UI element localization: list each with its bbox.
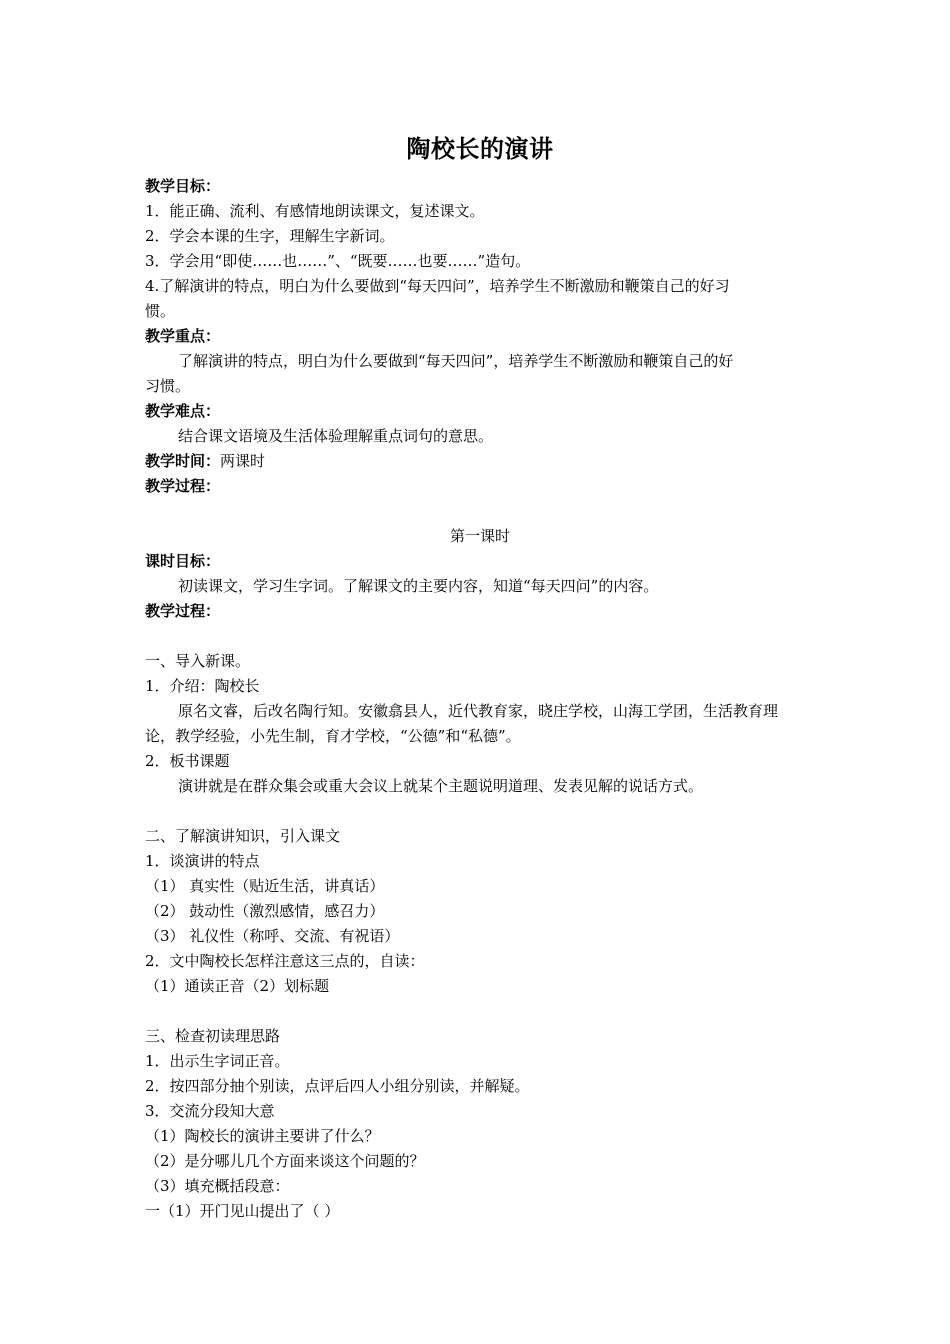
text-line: 2．文中陶校长怎样注意这三点的，自读： bbox=[145, 952, 425, 970]
heading-teaching-process: 教学过程： bbox=[145, 602, 221, 620]
text-line: 了解演讲的特点，明白为什么要做到“每天四问”，培养学生不断激励和鞭策自己的好 bbox=[178, 352, 734, 370]
heading-teaching-time: 教学时间： bbox=[145, 452, 221, 470]
text-line: 结合课文语境及生活体验理解重点词句的意思。 bbox=[178, 427, 494, 445]
heading-teaching-goals: 教学目标： bbox=[145, 177, 221, 195]
text-line: 2．学会本课的生字，理解生字新词。 bbox=[145, 227, 395, 245]
text-line: 惯。 bbox=[145, 302, 176, 320]
text-line: 1．谈演讲的特点 bbox=[145, 852, 260, 870]
text-line: 2．板书课题 bbox=[145, 752, 230, 770]
heading-difficulties: 教学难点： bbox=[145, 402, 221, 420]
text-line: 2．按四部分抽个别读，点评后四人小组分别读，并解疑。 bbox=[145, 1077, 530, 1095]
document-title: 陶校长的演讲 bbox=[406, 134, 554, 163]
text-line: 1．介绍：陶校长 bbox=[145, 677, 260, 695]
heading-teaching-process: 教学过程： bbox=[145, 477, 221, 495]
list-item: （3）填充概括段意： bbox=[145, 1177, 290, 1195]
list-item: （1） 真实性（贴近生活，讲真话） bbox=[145, 877, 385, 895]
list-item: （1）陶校长的演讲主要讲了什么？ bbox=[145, 1127, 380, 1145]
list-item: （2） 鼓动性（激烈感情，感召力） bbox=[145, 902, 385, 920]
text-line: 1．出示生字词正音。 bbox=[145, 1052, 290, 1070]
text-line: 习惯。 bbox=[145, 377, 191, 395]
section-heading: 二、了解演讲知识，引入课文 bbox=[145, 827, 341, 845]
text-line: （1）通读正音（2）划标题 bbox=[145, 977, 330, 995]
teaching-time-line bbox=[145, 450, 265, 472]
lesson-heading: 第一课时 bbox=[449, 527, 510, 545]
heading-key-points: 教学重点： bbox=[145, 327, 221, 345]
text-line: 演讲就是在群众集会或重大会议上就某个主题说明道理、发表见解的说话方式。 bbox=[178, 777, 704, 795]
section-heading: 一、导入新课。 bbox=[145, 652, 251, 670]
section-heading: 三、检查初读理思路 bbox=[145, 1027, 281, 1045]
text-line: 原名文睿，后改名陶行知。安徽翕县人，近代教育家，晓庄学校，山海工学团，生活教育理 bbox=[178, 702, 779, 720]
text-line: 论，教学经验，小先生制，育才学校，“公德”和“私德”。 bbox=[145, 727, 521, 745]
heading-lesson-goals: 课时目标： bbox=[145, 552, 221, 570]
text-line: 初读课文，学习生字词。了解课文的主要内容，知道“每天四问”的内容。 bbox=[178, 577, 659, 595]
list-item: （3） 礼仪性（称呼、交流、有祝语） bbox=[145, 927, 400, 945]
text-line: 3．交流分段知大意 bbox=[145, 1102, 275, 1120]
text-line: 1．能正确、流利、有感情地朗读课文，复述课文。 bbox=[145, 202, 485, 220]
teaching-time-value: 两课时 bbox=[220, 452, 266, 470]
text-line: 4.了解演讲的特点，明白为什么要做到“每天四问”，培养学生不断激励和鞭策自己的好习 bbox=[145, 277, 730, 295]
list-item: （2）是分哪儿几个方面来谈这个问题的？ bbox=[145, 1152, 425, 1170]
text-line: 一（1）开门见山提出了（ ） bbox=[145, 1202, 340, 1220]
text-line: 3．学会用“即使……也……”、“既要……也要……”造句。 bbox=[145, 252, 531, 270]
